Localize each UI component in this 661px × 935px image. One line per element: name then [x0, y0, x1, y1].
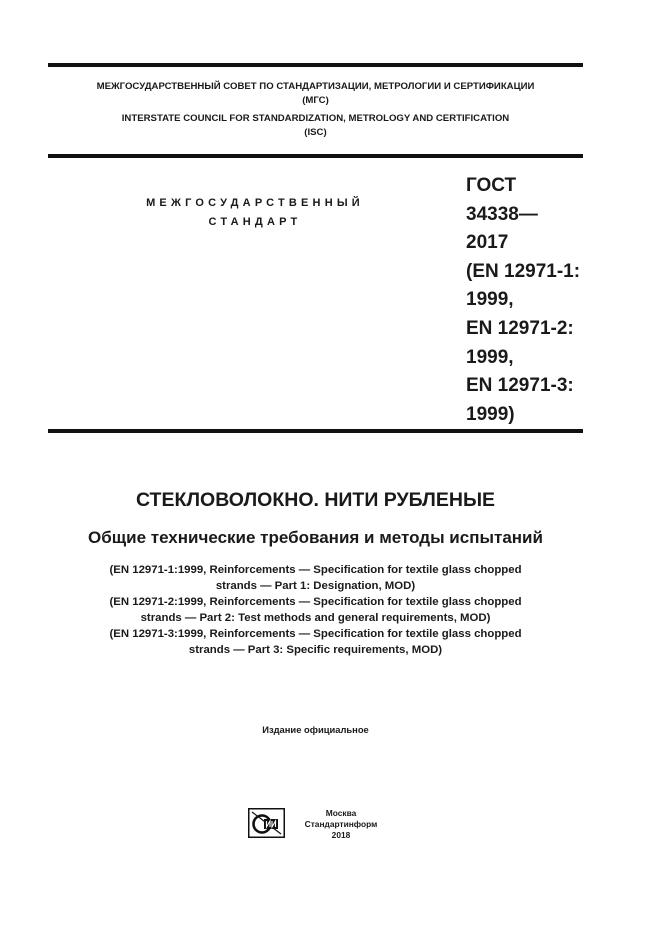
standard-type-line2: СТАНДАРТ: [208, 216, 302, 228]
designation-line: EN 12971-2:: [466, 317, 574, 339]
council-en: [48, 112, 583, 140]
designation-line: ГОСТ: [466, 175, 517, 196]
publisher-block: [296, 808, 386, 841]
en-reference-line: (EN 12971-1:1999, Reinforcements — Specification for textile glass chopped: [109, 564, 522, 576]
council-ru: [48, 80, 583, 108]
en-reference-line: (EN 12971-2:1999, Reinforcements — Specification for textile glass chopped: [109, 596, 522, 608]
publisher-city: Москва: [325, 808, 357, 818]
designation-line: 1999): [466, 403, 515, 425]
top-rule: [48, 63, 583, 67]
designation-rule: [48, 429, 583, 433]
council-en-name: INTERSTATE COUNCIL FOR STANDARDIZATION, METROLOGY AND CERTIFICATION: [121, 113, 510, 124]
en-reference-line: (EN 12971-3:1999, Reinforcements — Specification for textile glass chopped: [109, 628, 522, 640]
designation-line: 34338—: [466, 203, 538, 225]
standartinform-logo-icon: [248, 808, 285, 838]
designation-line: (EN 12971-1:: [466, 260, 581, 282]
standard-type-line1: МЕЖГОСУДАРСТВЕННЫЙ: [146, 197, 364, 209]
designation-line: 2017: [466, 232, 509, 254]
publisher-year: 2018: [331, 830, 351, 840]
document-subtitle: Общие технические требования и методы испытаний: [88, 528, 543, 547]
en-reference-line: strands — Part 1: Designation, MOD): [215, 580, 416, 592]
designation-line: 1999,: [466, 346, 514, 368]
en-reference-line: strands — Part 2: Test methods and general requirements, MOD): [140, 612, 491, 624]
header-rule: [48, 154, 583, 158]
edition-label: Издание официальное: [262, 724, 369, 735]
gost-designation: [466, 172, 580, 429]
council-en-abbr: (ISC): [304, 127, 327, 138]
council-ru-name: МЕЖГОСУДАРСТВЕННЫЙ СОВЕТ ПО СТАНДАРТИЗАЦИИ, МЕТРОЛОГИИ И СЕРТИФИКАЦИИ: [96, 81, 535, 92]
en-reference-line: strands — Part 3: Specific requirements, MOD): [188, 644, 443, 656]
en-references: [48, 562, 583, 658]
designation-line: EN 12971-3:: [466, 375, 574, 397]
designation-line: 1999,: [466, 289, 514, 311]
document-title: СТЕКЛОВОЛОКНО. НИТИ РУБЛЕНЫЕ: [135, 489, 496, 511]
council-ru-abbr: (МГС): [302, 95, 329, 106]
publisher-name: Стандартинформ: [304, 819, 378, 829]
standard-type: [120, 194, 390, 232]
